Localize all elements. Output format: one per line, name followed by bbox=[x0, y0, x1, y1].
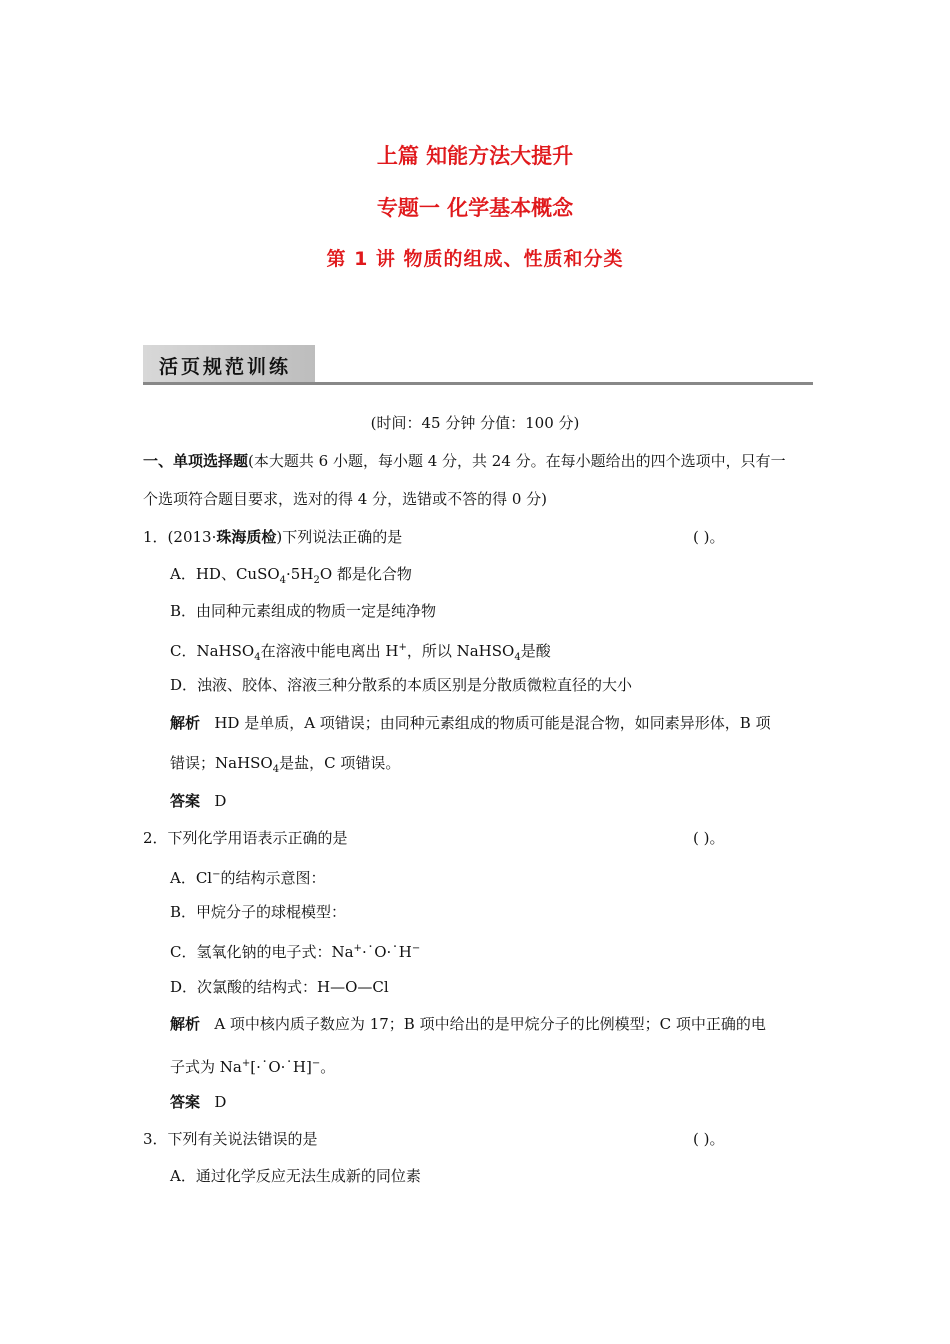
instructions-line-1 bbox=[143, 451, 786, 471]
q1-a-post: O 都是化合物 bbox=[319, 565, 412, 583]
q2-c-mid: ·˙O·˙H bbox=[361, 943, 412, 961]
q2-answer-label: 答案 bbox=[170, 1093, 201, 1111]
q2-stem-text: 下列化学用语表示正确的是 bbox=[167, 829, 348, 847]
q1-c-sub: 4 bbox=[254, 652, 261, 663]
q2-option-d: D．次氯酸的结构式：H—O—Cl bbox=[170, 978, 389, 996]
section-label: 活页规范训练 bbox=[159, 356, 292, 378]
q2-answer-value: D bbox=[214, 1093, 227, 1111]
lecture-title: 第 1 讲 物质的组成、性质和分类 bbox=[326, 248, 624, 270]
q1-c-mid2: ，所以 NaHSO bbox=[406, 642, 515, 660]
q1-a-pre: A．HD、CuSO bbox=[170, 565, 280, 583]
q2-option-a bbox=[170, 865, 326, 888]
q1-a-sub: 4 bbox=[279, 575, 287, 586]
section-divider bbox=[143, 382, 813, 385]
q1-option-b: B．由同种元素组成的物质一定是纯净物 bbox=[170, 602, 437, 620]
q2-c-pre: C．氢氧化钠的电子式：Na bbox=[170, 943, 354, 961]
q1-c-mid: 在溶液中能电离出 H bbox=[260, 642, 399, 660]
q3-answer-bracket: ( )。 bbox=[693, 1130, 725, 1148]
q3-option-a: A．通过化学反应无法生成新的同位素 bbox=[170, 1167, 421, 1185]
q1-answer bbox=[170, 791, 226, 811]
q2-analysis-text: A 项中核内质子数应为 17；B 项中给出的是甲烷分子的比例模型；C 项中正确的电 bbox=[214, 1015, 766, 1033]
q2-analysis2-post: 。 bbox=[320, 1058, 336, 1076]
section-header bbox=[143, 345, 813, 385]
q2-analysis-1 bbox=[170, 1014, 766, 1034]
q2-analysis2-sup2: − bbox=[311, 1058, 321, 1069]
q1-analysis2-sub: 4 bbox=[272, 764, 280, 775]
instructions-line-2: 个选项符合题目要求，选对的得 4 分，选错或不答的得 0 分) bbox=[143, 490, 548, 508]
q1-analysis-1 bbox=[170, 713, 771, 733]
instructions-text-1: (本大题共 6 小题，每小题 4 分，共 24 分。在每小题给出的四个选项中，只有一 bbox=[248, 452, 786, 470]
q1-source: 珠海质检 bbox=[216, 528, 277, 546]
q3-stem bbox=[143, 1129, 318, 1149]
q2-a-sup: − bbox=[212, 869, 221, 880]
q1-stem-text: 下列说法正确的是 bbox=[282, 528, 403, 546]
q1-stem bbox=[143, 527, 402, 547]
q2-analysis2-sup: + bbox=[241, 1058, 251, 1069]
q1-c-post: 是酸 bbox=[520, 642, 551, 660]
topic-title: 专题一 化学基本概念 bbox=[376, 196, 574, 220]
q1-analysis-text: HD 是单质，A 项错误；由同种元素组成的物质可能是混合物，如同素异形体，B 项 bbox=[214, 714, 771, 732]
q2-c-sup2: − bbox=[411, 943, 421, 954]
q1-c-sub2: 4 bbox=[514, 652, 521, 663]
instructions-heading: 一、单项选择题 bbox=[143, 452, 249, 470]
q1-number: 1． bbox=[143, 528, 168, 546]
time-score: (时间：45 分钟 分值：100 分) bbox=[370, 414, 580, 432]
q1-option-c bbox=[170, 638, 551, 668]
q2-analysis-2 bbox=[170, 1054, 335, 1077]
q1-analysis2-post: 是盐，C 项错误。 bbox=[279, 754, 401, 772]
q1-analysis-2 bbox=[170, 753, 400, 780]
q2-c-sup: + bbox=[353, 943, 362, 954]
q3-number: 3． bbox=[143, 1130, 168, 1148]
q1-source-post: ) bbox=[276, 528, 283, 546]
q2-option-c bbox=[170, 939, 420, 962]
q2-analysis-label: 解析 bbox=[170, 1015, 201, 1033]
q1-analysis2-pre: 错误；NaHSO bbox=[170, 754, 273, 772]
q2-number: 2． bbox=[143, 829, 168, 847]
part-title: 上篇 知能方法大提升 bbox=[376, 144, 574, 168]
q2-option-b: B．甲烷分子的球棍模型： bbox=[170, 903, 347, 921]
q1-c-pre: C．NaHSO bbox=[170, 642, 255, 660]
q1-option-a bbox=[170, 564, 412, 591]
q1-analysis-label: 解析 bbox=[170, 714, 201, 732]
q1-answer-label: 答案 bbox=[170, 792, 201, 810]
q1-answer-bracket: ( )。 bbox=[693, 528, 725, 546]
q1-answer-value: D bbox=[214, 792, 227, 810]
q2-answer-bracket: ( )。 bbox=[693, 829, 725, 847]
q2-a-pre: A．Cl bbox=[170, 869, 213, 887]
q1-option-d: D．浊液、胶体、溶液三种分散系的本质区别是分散质微粒直径的大小 bbox=[170, 676, 633, 694]
q1-a-sub2: 2 bbox=[313, 575, 320, 586]
q2-analysis2-pre: 子式为 Na bbox=[170, 1058, 242, 1076]
q2-analysis2-mid: [·˙O·˙H] bbox=[250, 1058, 312, 1076]
q1-source-pre: (2013· bbox=[167, 528, 217, 546]
q2-answer bbox=[170, 1092, 226, 1112]
q1-c-sup: + bbox=[398, 642, 407, 653]
q2-a-post: 的结构示意图： bbox=[220, 869, 326, 887]
q1-a-mid: ·5H bbox=[286, 565, 314, 583]
q2-stem bbox=[143, 828, 348, 848]
q3-stem-text: 下列有关说法错误的是 bbox=[167, 1130, 318, 1148]
